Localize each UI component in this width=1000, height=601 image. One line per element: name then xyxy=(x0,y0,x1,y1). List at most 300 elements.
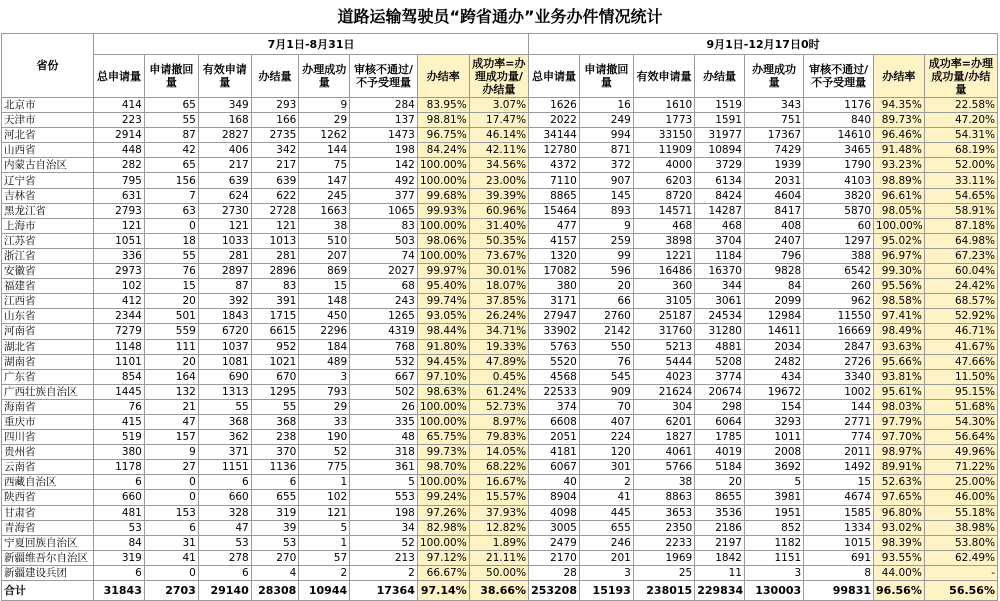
table-row xyxy=(2,430,998,445)
data-cell: 89.73% xyxy=(874,113,925,128)
data-cell: 79.83% xyxy=(469,430,528,445)
data-cell: 75 xyxy=(299,158,350,173)
data-cell: 9 xyxy=(144,445,198,460)
data-cell: 3 xyxy=(299,369,350,384)
data-cell: 96.75% xyxy=(417,128,469,143)
data-cell: 93.81% xyxy=(874,369,925,384)
data-cell: 31977 xyxy=(695,128,745,143)
data-cell: 5184 xyxy=(695,460,745,475)
province-cell: 山东省 xyxy=(2,309,94,324)
data-cell: 168 xyxy=(198,113,251,128)
col-header: 办结量 xyxy=(251,55,299,98)
data-cell: 391 xyxy=(251,294,299,309)
data-cell: 319 xyxy=(251,505,299,520)
province-cell: 青海省 xyxy=(2,520,94,535)
data-cell: 121 xyxy=(251,218,299,233)
data-cell: 281 xyxy=(251,248,299,263)
data-cell: 25 xyxy=(633,565,694,580)
data-cell: 100.00% xyxy=(417,248,469,263)
data-cell: 5444 xyxy=(633,354,694,369)
data-cell: 50.35% xyxy=(469,233,528,248)
data-cell: 4674 xyxy=(804,490,874,505)
data-cell: 154 xyxy=(744,399,803,414)
province-cell: 江苏省 xyxy=(2,233,94,248)
data-cell: 47.66% xyxy=(924,354,997,369)
data-cell: 655 xyxy=(579,520,633,535)
data-cell: 243 xyxy=(350,294,418,309)
data-cell: 655 xyxy=(251,490,299,505)
data-cell: 6 xyxy=(144,520,198,535)
data-cell: 93.63% xyxy=(874,339,925,354)
data-cell: 93.55% xyxy=(874,550,925,565)
data-cell: 3820 xyxy=(804,188,874,203)
data-cell: 12780 xyxy=(529,143,580,158)
data-cell: 2197 xyxy=(695,535,745,550)
data-cell: 1939 xyxy=(744,158,803,173)
data-cell: 1184 xyxy=(695,248,745,263)
table-row xyxy=(2,565,998,580)
data-cell: 1969 xyxy=(633,550,694,565)
data-cell: 3774 xyxy=(695,369,745,384)
data-cell: 198 xyxy=(350,505,418,520)
data-cell: 2022 xyxy=(529,113,580,128)
data-cell: 100.00% xyxy=(417,399,469,414)
col-header: 办理成功量 xyxy=(744,55,803,98)
data-cell: 371 xyxy=(198,445,251,460)
data-cell: 153 xyxy=(144,505,198,520)
data-cell: 2027 xyxy=(350,264,418,279)
data-cell: 10944 xyxy=(299,581,350,601)
data-cell: 97.41% xyxy=(874,309,925,324)
data-cell: 229834 xyxy=(695,581,745,601)
data-cell: 82.98% xyxy=(417,520,469,535)
data-cell: 99.30% xyxy=(874,264,925,279)
data-cell: 55.18% xyxy=(924,505,997,520)
data-cell: 962 xyxy=(804,294,874,309)
data-cell: 4157 xyxy=(529,233,580,248)
data-cell: 41 xyxy=(579,490,633,505)
data-cell: 23.00% xyxy=(469,173,528,188)
province-cell: 天津市 xyxy=(2,113,94,128)
data-cell: 28308 xyxy=(251,581,299,601)
data-cell: 84.24% xyxy=(417,143,469,158)
data-cell: 2407 xyxy=(744,233,803,248)
data-cell: 97.12% xyxy=(417,550,469,565)
data-cell: 2827 xyxy=(198,128,251,143)
data-cell: 0.45% xyxy=(469,369,528,384)
data-cell: 17.47% xyxy=(469,113,528,128)
data-cell: 52.63% xyxy=(874,475,925,490)
data-cell: 6201 xyxy=(633,414,694,429)
data-cell: 99.68% xyxy=(417,188,469,203)
data-cell: 690 xyxy=(198,369,251,384)
data-cell: 328 xyxy=(198,505,251,520)
data-cell: 1051 xyxy=(94,233,145,248)
data-cell: 660 xyxy=(94,490,145,505)
data-cell: 29 xyxy=(299,113,350,128)
data-cell: 5 xyxy=(350,475,418,490)
data-cell: 1101 xyxy=(94,354,145,369)
data-cell: 95.61% xyxy=(874,384,925,399)
page-title: 道路运输驾驶员“跨省通办”业务办件情况统计 xyxy=(337,7,663,26)
col-header: 成功率=办理成功量/办结量 xyxy=(924,55,997,98)
data-cell: 11909 xyxy=(633,143,694,158)
data-cell: 34.71% xyxy=(469,324,528,339)
data-cell: 70 xyxy=(579,399,633,414)
data-cell: 1295 xyxy=(251,384,299,399)
data-cell: 0 xyxy=(144,475,198,490)
data-cell: 3005 xyxy=(529,520,580,535)
data-cell: 31 xyxy=(144,535,198,550)
data-cell: 1951 xyxy=(744,505,803,520)
data-cell: 164 xyxy=(144,369,198,384)
province-cell: 山西省 xyxy=(2,143,94,158)
data-cell: 96.97% xyxy=(874,248,925,263)
data-cell: 68.57% xyxy=(924,294,997,309)
data-cell: 559 xyxy=(144,324,198,339)
data-cell: 8863 xyxy=(633,490,694,505)
data-cell: 8.97% xyxy=(469,414,528,429)
data-cell: 622 xyxy=(251,188,299,203)
table-row xyxy=(2,339,998,354)
data-cell: 22533 xyxy=(529,384,580,399)
data-cell: 184 xyxy=(299,339,350,354)
province-header: 省份 xyxy=(2,34,94,98)
data-cell: 66.67% xyxy=(417,565,469,580)
province-cell: 新疆建设兵团 xyxy=(2,565,94,580)
data-cell: 10894 xyxy=(695,143,745,158)
data-cell: 392 xyxy=(198,294,251,309)
data-cell: 2099 xyxy=(744,294,803,309)
data-cell: 52 xyxy=(350,535,418,550)
period2-header: 9月1日-12月17日0时 xyxy=(529,34,998,55)
data-cell: 2793 xyxy=(94,203,145,218)
data-cell: 293 xyxy=(251,98,299,113)
data-cell: 94.45% xyxy=(417,354,469,369)
data-cell: 84 xyxy=(94,535,145,550)
data-cell: 1262 xyxy=(299,128,350,143)
data-cell: 1081 xyxy=(198,354,251,369)
data-cell: 6608 xyxy=(529,414,580,429)
data-cell: 60 xyxy=(804,218,874,233)
data-cell: 2034 xyxy=(744,339,803,354)
data-cell: 54.30% xyxy=(924,414,997,429)
data-cell: 98.49% xyxy=(874,324,925,339)
data-cell: 4000 xyxy=(633,158,694,173)
data-cell: 20 xyxy=(144,354,198,369)
data-cell: 87.18% xyxy=(924,218,997,233)
province-cell: 重庆市 xyxy=(2,414,94,429)
data-cell: 3.07% xyxy=(469,98,528,113)
data-cell: 4881 xyxy=(695,339,745,354)
data-cell: 96.56% xyxy=(874,581,925,601)
data-cell: 260 xyxy=(804,279,874,294)
data-cell: 5 xyxy=(744,475,803,490)
data-cell: 406 xyxy=(198,143,251,158)
data-cell: 1320 xyxy=(529,248,580,263)
province-cell: 广西壮族自治区 xyxy=(2,384,94,399)
data-cell: 99.93% xyxy=(417,203,469,218)
data-cell: 54.31% xyxy=(924,128,997,143)
data-cell: 29140 xyxy=(198,581,251,601)
data-cell: 1182 xyxy=(744,535,803,550)
data-cell: 96.46% xyxy=(874,128,925,143)
data-cell: 52.00% xyxy=(924,158,997,173)
data-cell: 83.95% xyxy=(417,98,469,113)
data-cell: 74 xyxy=(350,248,418,263)
data-cell: 1037 xyxy=(198,339,251,354)
data-cell: 503 xyxy=(350,233,418,248)
data-cell: 38 xyxy=(633,475,694,490)
data-cell: 14287 xyxy=(695,203,745,218)
data-cell: 132 xyxy=(144,384,198,399)
data-cell: 893 xyxy=(579,203,633,218)
data-cell: 99.24% xyxy=(417,490,469,505)
data-cell: 335 xyxy=(350,414,418,429)
data-cell: 1785 xyxy=(695,430,745,445)
data-cell: 249 xyxy=(579,113,633,128)
data-cell: 282 xyxy=(94,158,145,173)
data-cell: 34.56% xyxy=(469,158,528,173)
data-cell: 2011 xyxy=(804,445,874,460)
data-cell: 9 xyxy=(579,218,633,233)
data-cell: 21 xyxy=(144,399,198,414)
data-cell: 2897 xyxy=(198,264,251,279)
data-cell: 501 xyxy=(144,309,198,324)
data-cell: 407 xyxy=(579,414,633,429)
data-cell: 68.19% xyxy=(924,143,997,158)
province-cell: 上海市 xyxy=(2,218,94,233)
data-cell: 6203 xyxy=(633,173,694,188)
data-cell: 12.82% xyxy=(469,520,528,535)
table-row xyxy=(2,248,998,263)
data-cell: 450 xyxy=(299,309,350,324)
data-cell: 53 xyxy=(251,535,299,550)
data-cell: 5763 xyxy=(529,339,580,354)
province-cell: 陕西省 xyxy=(2,490,94,505)
data-cell: 596 xyxy=(579,264,633,279)
data-cell: 2170 xyxy=(529,550,580,565)
data-cell: 52.92% xyxy=(924,309,997,324)
data-cell: 342 xyxy=(251,143,299,158)
data-cell: 2896 xyxy=(251,264,299,279)
col-header: 申请撤回量 xyxy=(144,55,198,98)
data-cell: 68 xyxy=(350,279,418,294)
data-cell: 1002 xyxy=(804,384,874,399)
data-cell: 97.14% xyxy=(417,581,469,601)
data-cell: 100.00% xyxy=(417,535,469,550)
province-cell: 河南省 xyxy=(2,324,94,339)
data-cell: 1151 xyxy=(198,460,251,475)
data-cell: 15.57% xyxy=(469,490,528,505)
col-header: 有效申请量 xyxy=(633,55,694,98)
data-cell: 63 xyxy=(144,203,198,218)
data-cell: 98.81% xyxy=(417,113,469,128)
data-cell: 97.79% xyxy=(874,414,925,429)
data-cell: 854 xyxy=(94,369,145,384)
data-cell: 477 xyxy=(529,218,580,233)
data-cell: 1519 xyxy=(695,98,745,113)
data-cell: 95.15% xyxy=(924,384,997,399)
data-cell: 3171 xyxy=(529,294,580,309)
data-cell: 1790 xyxy=(804,158,874,173)
period1-header: 7月1日-8月31日 xyxy=(94,34,529,55)
data-cell: 2031 xyxy=(744,173,803,188)
data-cell: 3465 xyxy=(804,143,874,158)
data-cell: 156 xyxy=(144,173,198,188)
data-cell: 343 xyxy=(744,98,803,113)
data-cell: 238015 xyxy=(633,581,694,601)
data-cell: 53 xyxy=(94,520,145,535)
data-cell: 6542 xyxy=(804,264,874,279)
data-cell: 137 xyxy=(350,113,418,128)
data-cell: 3898 xyxy=(633,233,694,248)
data-cell: 3293 xyxy=(744,414,803,429)
data-cell: 8720 xyxy=(633,188,694,203)
data-cell: 301 xyxy=(579,460,633,475)
data-cell: 907 xyxy=(579,173,633,188)
data-cell: 16 xyxy=(579,98,633,113)
province-cell: 甘肃省 xyxy=(2,505,94,520)
data-cell: 1265 xyxy=(350,309,418,324)
data-cell: 38 xyxy=(299,218,350,233)
data-cell: 38.66% xyxy=(469,581,528,601)
data-cell: 952 xyxy=(251,339,299,354)
data-cell: 4319 xyxy=(350,324,418,339)
table-row xyxy=(2,233,998,248)
data-cell: 98.44% xyxy=(417,324,469,339)
data-cell: 14571 xyxy=(633,203,694,218)
data-cell: 29 xyxy=(299,399,350,414)
table-row xyxy=(2,460,998,475)
data-cell: 6 xyxy=(94,475,145,490)
data-cell: 55 xyxy=(198,399,251,414)
data-cell: 99.97% xyxy=(417,264,469,279)
statistics-table xyxy=(1,33,998,601)
data-cell: 2 xyxy=(350,565,418,580)
data-cell: 30.01% xyxy=(469,264,528,279)
province-cell: 贵州省 xyxy=(2,445,94,460)
data-cell: 1.89% xyxy=(469,535,528,550)
data-cell: 3704 xyxy=(695,233,745,248)
data-cell: 144 xyxy=(299,143,350,158)
data-cell: 33.11% xyxy=(924,173,997,188)
data-cell: 2973 xyxy=(94,264,145,279)
data-cell: 98.39% xyxy=(874,535,925,550)
data-cell: 9 xyxy=(299,98,350,113)
data-cell: 1827 xyxy=(633,430,694,445)
data-cell: 223 xyxy=(94,113,145,128)
table-row xyxy=(2,218,998,233)
data-cell: 319 xyxy=(94,550,145,565)
data-cell: 100.00% xyxy=(417,173,469,188)
data-cell: 4372 xyxy=(529,158,580,173)
data-cell: 448 xyxy=(94,143,145,158)
data-cell: 1715 xyxy=(251,309,299,324)
data-cell: 39 xyxy=(251,520,299,535)
data-cell: 65.75% xyxy=(417,430,469,445)
data-cell: 796 xyxy=(744,248,803,263)
table-row xyxy=(2,113,998,128)
data-cell: 2482 xyxy=(744,354,803,369)
data-cell: 190 xyxy=(299,430,350,445)
data-cell: 57 xyxy=(299,550,350,565)
data-cell: 84 xyxy=(744,279,803,294)
data-cell: 2142 xyxy=(579,324,633,339)
data-cell: 1136 xyxy=(251,460,299,475)
data-cell: 238 xyxy=(251,430,299,445)
data-cell: 31843 xyxy=(94,581,145,601)
table-row xyxy=(2,188,998,203)
data-cell: 2233 xyxy=(633,535,694,550)
data-cell: 2008 xyxy=(744,445,803,460)
data-cell: 246 xyxy=(579,535,633,550)
data-cell: 26.24% xyxy=(469,309,528,324)
data-cell: 148 xyxy=(299,294,350,309)
province-cell: 浙江省 xyxy=(2,248,94,263)
table-row xyxy=(2,264,998,279)
data-cell: 34144 xyxy=(529,128,580,143)
data-cell: 52.73% xyxy=(469,399,528,414)
data-cell: 869 xyxy=(299,264,350,279)
data-cell: 8417 xyxy=(744,203,803,218)
data-cell: 1842 xyxy=(695,550,745,565)
table-row xyxy=(2,384,998,399)
data-cell: 298 xyxy=(695,399,745,414)
data-cell: 67.23% xyxy=(924,248,997,263)
data-cell: 2186 xyxy=(695,520,745,535)
data-cell: 3061 xyxy=(695,294,745,309)
data-cell: 91.48% xyxy=(874,143,925,158)
data-cell: 65 xyxy=(144,98,198,113)
table-row xyxy=(2,520,998,535)
data-cell: 1 xyxy=(299,535,350,550)
data-cell: 1585 xyxy=(804,505,874,520)
data-cell: 377 xyxy=(350,188,418,203)
data-cell: 1591 xyxy=(695,113,745,128)
data-cell: 519 xyxy=(94,430,145,445)
data-cell: 83 xyxy=(350,218,418,233)
data-cell: 145 xyxy=(579,188,633,203)
data-cell: 245 xyxy=(299,188,350,203)
table-row xyxy=(2,399,998,414)
province-cell: 江西省 xyxy=(2,294,94,309)
data-cell: 0 xyxy=(144,565,198,580)
col-header: 总申请量 xyxy=(94,55,145,98)
data-cell: 6 xyxy=(198,565,251,580)
col-header: 审核不通过/不予受理量 xyxy=(804,55,874,98)
data-cell: 6615 xyxy=(251,324,299,339)
data-cell: 434 xyxy=(744,369,803,384)
data-cell: 361 xyxy=(350,460,418,475)
data-cell: 42 xyxy=(144,143,198,158)
data-cell: 368 xyxy=(198,414,251,429)
data-cell: 73.67% xyxy=(469,248,528,263)
data-cell: 95.66% xyxy=(874,354,925,369)
data-cell: 1013 xyxy=(251,233,299,248)
data-cell: 61.24% xyxy=(469,384,528,399)
data-cell: 1473 xyxy=(350,128,418,143)
data-cell: 1151 xyxy=(744,550,803,565)
data-cell: 97.70% xyxy=(874,430,925,445)
data-cell: 16.67% xyxy=(469,475,528,490)
data-cell: 624 xyxy=(198,188,251,203)
col-header: 办理成功量 xyxy=(299,55,350,98)
data-cell: 11.50% xyxy=(924,369,997,384)
data-cell: 95.56% xyxy=(874,279,925,294)
data-cell: 1221 xyxy=(633,248,694,263)
data-cell: 37.85% xyxy=(469,294,528,309)
